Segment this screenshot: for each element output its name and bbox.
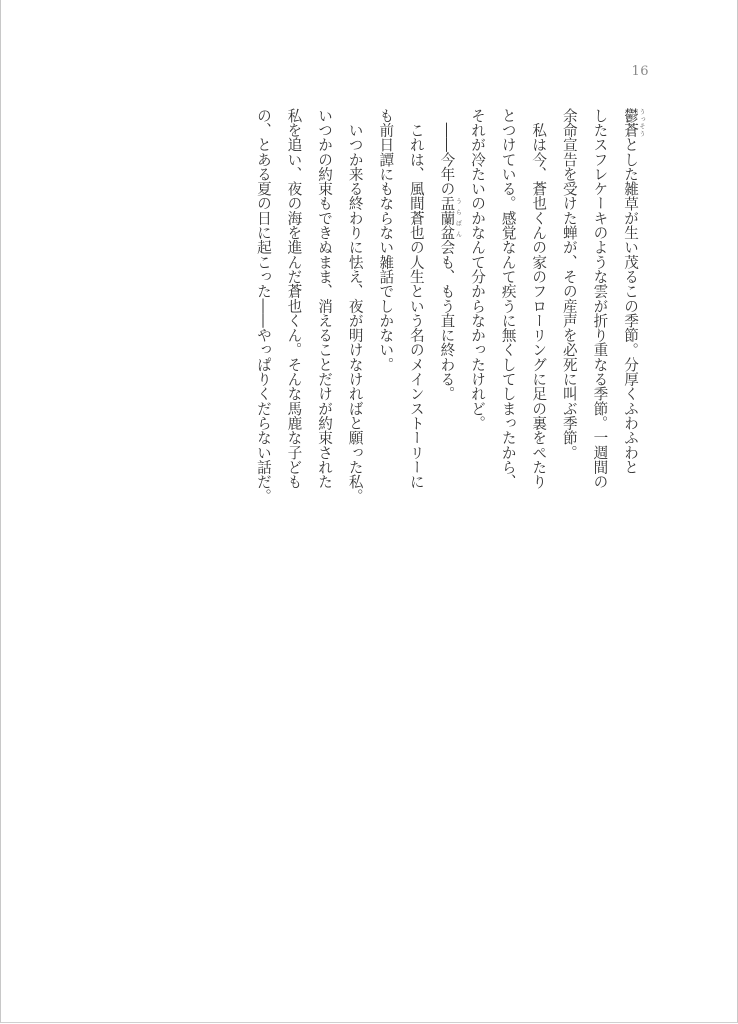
text-line-13: の、とある夏の日に起こった――やっぱりくだらない話だ。 — [254, 108, 272, 504]
ruby-reading: うらぼん — [454, 195, 462, 240]
line7-before: ――今年の — [438, 108, 456, 196]
text-line-6: それが冷たいのかなんて分からなかったけれど。 — [469, 108, 487, 431]
text-line-2: したスフレケーキのような雲が折り重なる季節。一週間の — [591, 108, 609, 489]
text-line-10: いつか来る終わりに怯え、夜が明けなければと願った私。 — [346, 108, 364, 504]
ruby-reading: うっそう — [638, 108, 645, 138]
text-line-11: いつかの約束もできぬまま、消えることだけが約束された — [316, 108, 334, 489]
text-line-5: とつけている。感覚なんて疾うに無くしてしまったから、 — [499, 108, 517, 489]
line7-after: 会も、もう直に終わる。 — [438, 239, 456, 401]
text-line-3: 余命宣告を受けた蝉が、その産声を必死に叫ぶ季節。 — [560, 108, 578, 460]
text-line-8: これは、風間蒼也の人生という名のメインストーリーに — [407, 108, 425, 489]
ruby-urabon — [438, 195, 462, 240]
text-line-7 — [431, 108, 462, 528]
text-line-9: も前日譚にもならない雑話でしかない。 — [377, 108, 395, 372]
text-line-1 — [614, 108, 645, 528]
ruby-base: 盂蘭盆 — [438, 195, 456, 240]
text-line-12: 私を追い、夜の海を進んだ蒼也くん。そんな馬鹿な子ども — [285, 108, 303, 489]
page-number: 16 — [631, 64, 649, 79]
ruby-base: 鬱蒼 — [622, 108, 639, 138]
line1-rest: とした雑草が生い茂るこの季節。分厚くふわふわと — [622, 137, 639, 475]
ruby-utsusou — [622, 108, 645, 138]
vertical-body-text — [247, 108, 645, 528]
text-line-4: 私は今、蒼也くんの家のフローリングに足の裏をぺたり — [530, 108, 548, 489]
